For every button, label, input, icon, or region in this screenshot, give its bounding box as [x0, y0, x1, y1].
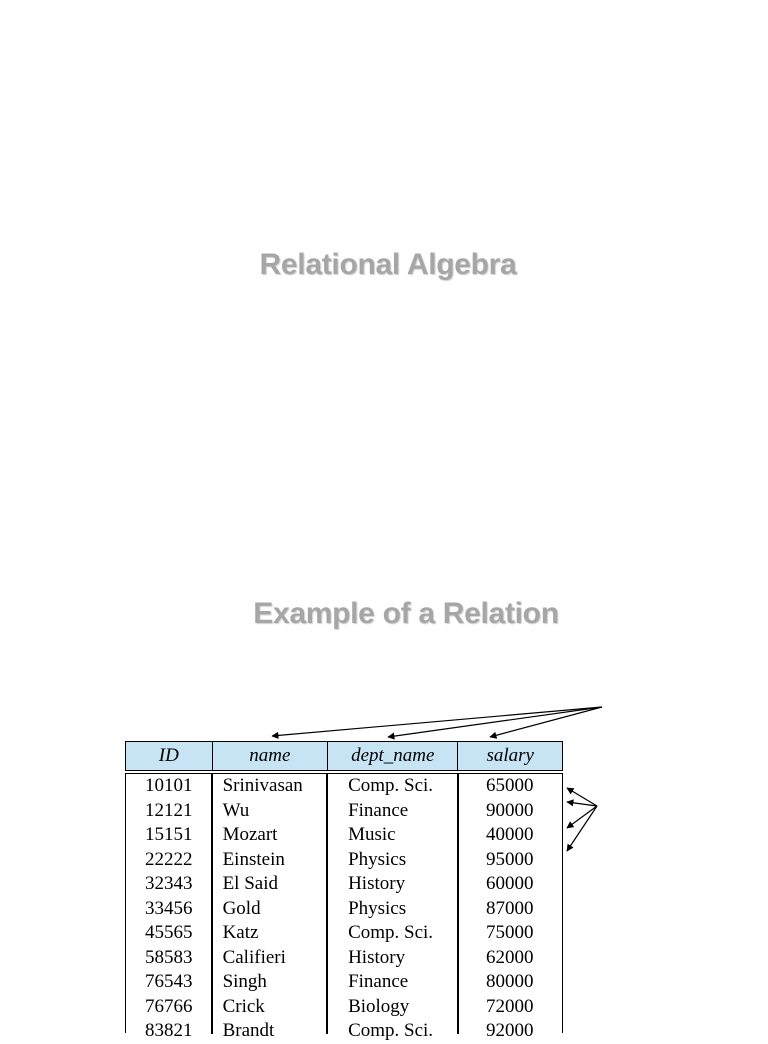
tuple-arrow [567, 802, 597, 806]
cell-id: 76543 [145, 971, 193, 992]
tuple-arrow [567, 806, 597, 851]
table-row [126, 872, 562, 897]
cell-id: 58583 [145, 946, 193, 968]
cell-id: 83821 [145, 1020, 193, 1041]
column-header-id: ID [158, 745, 179, 766]
cell-id: 12121 [145, 799, 193, 821]
cell-dept-name: Biology [348, 995, 410, 1017]
cell-salary: 80000 [486, 971, 534, 992]
table-row [126, 823, 562, 848]
cell-dept-name: Physics [348, 897, 407, 919]
table-row [126, 799, 562, 824]
cell-name: Einstein [222, 848, 285, 870]
cell-name: Wu [222, 799, 250, 821]
cell-dept-name: History [348, 873, 406, 894]
relation-body [125, 773, 563, 1041]
cell-name: Brandt [222, 1020, 275, 1041]
cell-id: 32343 [145, 873, 193, 894]
attribute-arrow [490, 707, 602, 737]
cell-id: 15151 [145, 824, 193, 845]
table-row [126, 1019, 562, 1044]
cell-salary: 60000 [486, 873, 534, 894]
table-row [126, 848, 562, 873]
cell-salary: 72000 [486, 995, 534, 1017]
cell-salary: 95000 [486, 848, 534, 870]
relation-header-row [125, 741, 563, 771]
cell-dept-name: Comp. Sci. [348, 1020, 434, 1041]
column-divider [457, 774, 459, 1034]
attribute-arrow [388, 707, 602, 737]
cell-name: Crick [222, 995, 265, 1017]
cell-id: 33456 [145, 897, 193, 919]
cell-dept-name: Finance [348, 799, 409, 821]
cell-id: 76766 [145, 995, 193, 1017]
cell-id: 45565 [145, 922, 193, 943]
tuple-arrow [567, 788, 597, 806]
table-row [126, 946, 562, 971]
cell-dept-name: History [348, 946, 406, 968]
cell-salary: 65000 [486, 775, 534, 796]
cell-name: Singh [222, 971, 267, 992]
cell-dept-name: Finance [348, 971, 409, 992]
cell-name: Srinivasan [222, 775, 303, 796]
cell-name: El Said [222, 873, 278, 894]
table-row [126, 774, 562, 799]
cell-dept-name: Comp. Sci. [348, 922, 434, 943]
cell-name: Mozart [222, 824, 278, 845]
table-row [126, 921, 562, 946]
cell-name: Gold [222, 897, 261, 919]
cell-id: 22222 [145, 848, 193, 870]
cell-salary: 92000 [486, 1020, 534, 1041]
column-divider [326, 774, 328, 1034]
table-row [126, 995, 562, 1020]
tuple-arrow [567, 806, 597, 828]
slide-title-example-of-a-relation: Example of a Relation [253, 597, 559, 630]
relation-table [125, 741, 563, 1041]
cell-salary: 62000 [486, 946, 534, 968]
cell-salary: 90000 [486, 799, 534, 821]
cell-dept-name: Music [348, 824, 396, 845]
cell-id: 10101 [145, 775, 193, 796]
cell-name: Katz [222, 922, 259, 943]
column-header-dept-name: dept_name [327, 742, 457, 770]
column-header-salary: salary [457, 742, 562, 770]
attribute-arrow [272, 707, 602, 736]
table-row [126, 897, 562, 922]
cell-salary: 87000 [486, 897, 534, 919]
cell-name: Califieri [222, 946, 286, 968]
column-header-name: name [212, 742, 327, 770]
cell-salary: 75000 [486, 922, 534, 943]
table-row [126, 970, 562, 995]
cell-salary: 40000 [486, 824, 534, 845]
cell-dept-name: Physics [348, 848, 407, 870]
column-divider [211, 774, 213, 1034]
slide-title-relational-algebra: Relational Algebra [259, 248, 517, 281]
cell-dept-name: Comp. Sci. [348, 775, 434, 796]
